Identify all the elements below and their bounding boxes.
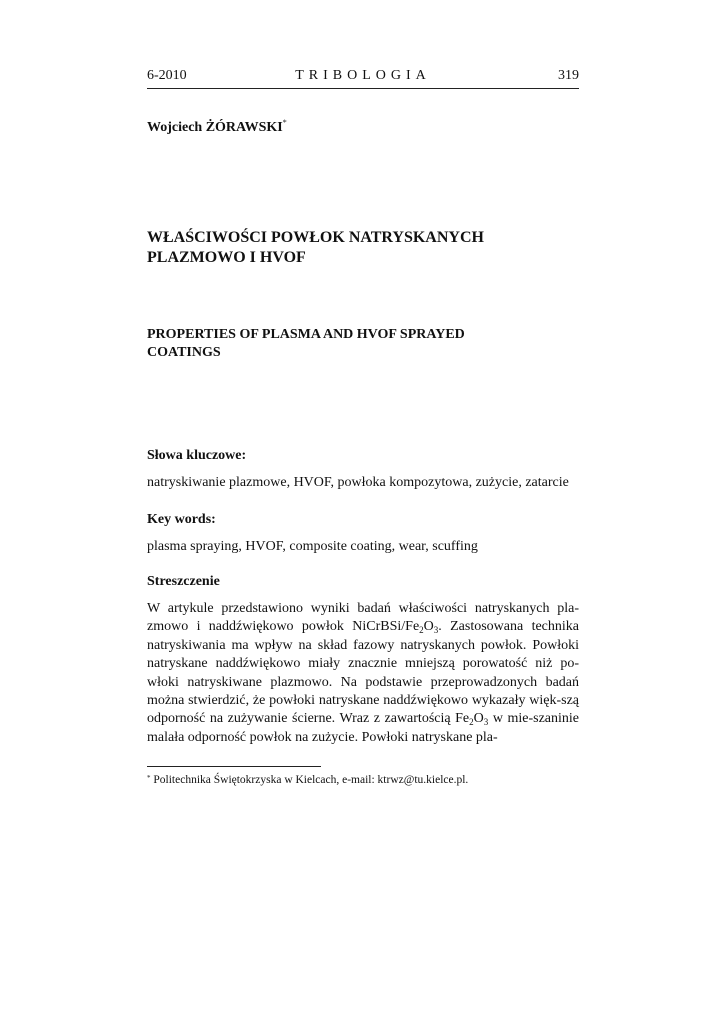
title-polish	[147, 228, 579, 268]
author	[147, 120, 287, 136]
issue-number: 6-2010	[147, 68, 187, 83]
abstract-subscript-3: 2	[469, 717, 474, 728]
keywords-en-text: plasma spraying, HVOF, composite coating, wear, scuffing	[147, 539, 478, 554]
footnote-text: Politechnika Świętokrzyska w Kielcach, e-mail: ktrwz@tu.kielce.pl.	[150, 774, 469, 786]
abstract-text-2: O	[423, 619, 434, 635]
footnote-marker: *	[147, 774, 151, 782]
abstract-subscript-4: 3	[483, 717, 489, 728]
title-english-line-1: PROPERTIES OF PLASMA AND HVOF SPRAYED	[147, 327, 465, 342]
footnote-divider	[147, 766, 321, 767]
abstract-text-1: W artykule przedstawiono wyniki badań właściwości natryskanych pla-zmowo i naddźwiękowo powłok NiCrBSi/Fe	[147, 601, 579, 635]
abstract-heading: Streszczenie	[147, 574, 220, 589]
author-name: Wojciech ŻÓRAWSKI	[147, 120, 283, 135]
abstract-text-3: . Zastosowana technika natryskiwania ma wpływ na skład fazowy natryskanych powłok. Powłoki natryskane naddźwiękowo miały znacznie mniejszą porowatość niż po-włoki natryskiwane plazmowo. Na podstawie przeprowadzonych badań można stwierdzić, że powłoki natryskane naddźwiękowo wykazały więk-szą odporność na zużywanie ścierne. Wraz z zawartością Fe	[147, 619, 579, 727]
title-polish-line-1: WŁAŚCIWOŚCI POWŁOK NATRYSKANYCH	[147, 229, 484, 246]
abstract-text-4: O	[473, 711, 484, 727]
footnote	[147, 774, 468, 786]
title-english	[147, 326, 579, 362]
abstract-text-5: w mie-szaninie malała odporność powłok na zużycie. Powłoki natryskane pla-	[147, 711, 579, 745]
abstract-subscript-2: 3	[433, 625, 439, 636]
keywords-pl-heading: Słowa kluczowe:	[147, 448, 247, 463]
title-english-line-2: COATINGS	[147, 345, 221, 360]
title-polish-line-2: PLAZMOWO I HVOF	[147, 249, 306, 266]
abstract-subscript-1: 2	[419, 625, 424, 636]
author-footnote-marker: *	[282, 118, 287, 127]
keywords-pl-text: natryskiwanie plazmowe, HVOF, powłoka kompozytowa, zużycie, zatarcie	[147, 475, 569, 490]
page-number: 319	[558, 68, 579, 83]
abstract-body	[147, 600, 579, 747]
journal-name: TRIBOLOGIA	[295, 68, 431, 83]
keywords-en-heading: Key words:	[147, 512, 216, 527]
running-header	[147, 68, 579, 89]
